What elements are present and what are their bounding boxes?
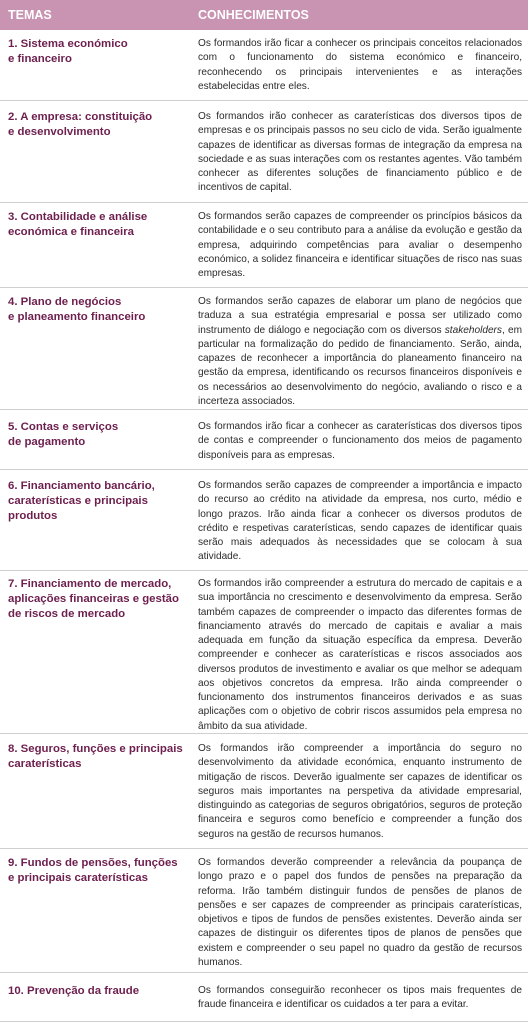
knowledge-cell: Os formandos conseguirão reconhecer os tipos mais frequentes de fraude financeira e identificar os cuidados a ter para a evitar. [198, 985, 522, 1011]
table-row [0, 856, 528, 973]
knowledge-cell: Os formandos serão capazes de compreender os princípios básicos da contabilidade e o seu contributo para a análise da evolução e gestão da empresa, adquirindo competências para avaliar o desempenho económico, a solidez financeira e identificar situações de risco nas suas empresas. [198, 211, 522, 279]
knowledge-cell: Os formandos irão conhecer as caraterísticas dos diversos tipos de empresas e os principais passos no seu ciclo de vida. Serão igualmente capazes de identificar as diversas formas de integração da empresa na sociedade e as suas interações com os restantes agentes. Vão também conhecer as diferentes soluções de financiamento público e de incentivos de capital. [198, 111, 522, 194]
table-row [0, 742, 528, 849]
theme-cell: 1. Sistema económico e financeiro [8, 38, 128, 65]
theme-cell: 3. Contabilidade e análise económica e financeira [8, 211, 148, 238]
table-row [0, 479, 528, 571]
table-row [0, 577, 528, 734]
table-row [0, 37, 528, 101]
theme-cell: 5. Contas e serviços de pagamento [8, 421, 119, 448]
header-conhecimentos: CONHECIMENTOS [198, 8, 309, 22]
table-row [0, 295, 528, 410]
knowledge-cell: Os formandos irão ficar a conhecer os principais conceitos relacionados com o funcionamento do sistema económico e financeiro, reconhecendo os principais intervenientes e as interações estabelecidas entre eles. [198, 38, 522, 92]
table-row [0, 210, 528, 288]
knowledge-cell: Os formandos deverão compreender a relevância da poupança de longo prazo e o papel dos fundos de pensões na preparação da reforma. Irão também distinguir fundos de pensões de planos de pensões e ser capazes de compreender as principais caraterísticas, objetivos e tipos de fundos de pensões existentes. Deverão ainda ser capazes de distinguir os diferentes tipos de planos de pensões que existem e compreender o seu papel no quadro da gestão de recursos humanos. [198, 857, 522, 968]
knowledge-cell: Os formandos irão ficar a conhecer as caraterísticas dos diversos tipos de contas e compreender o funcionamento dos meios de pagamento disponíveis para as empresas. [198, 421, 522, 461]
knowledge-cell: Os formandos irão compreender a estrutura do mercado de capitais e a sua importância no crescimento e desenvolvimento da empresa. Serão também capazes de compreender o impacto das diferentes formas de financiamento através do mercado de capitais e avaliar a mais adequada em função da situação específica da empresa. Deverão compreender e conhecer as caraterísticas e riscos associados aos diversos produtos de investimento e avaliar os que melhor se adequam aos objetivos concretos da empresa. Irão ainda compreender o funcionamento dos instrumentos financeiros derivados e as suas aplicações com o objetivo de cobrir riscos assumidos pela empresa no âmbito da sua atividade. [198, 578, 522, 732]
theme-cell: 8. Seguros, funções e principais caraterísticas [8, 743, 183, 770]
header-temas: TEMAS [8, 8, 52, 22]
knowledge-cell [198, 295, 528, 409]
table-header [0, 0, 528, 30]
table-row [0, 984, 528, 1022]
knowledge-emphasis: stakeholders [444, 324, 502, 336]
table-row [0, 420, 528, 470]
knowledge-cell: Os formandos irão compreender a importância do seguro no desenvolvimento da atividade económica, enquanto instrumento de mitigação de riscos. Deverão igualmente ser capazes de identificar os seguros mais importantes na perspetiva da atividade empresarial, distinguindo as categorias de seguros obrigatórios, seguros de proteção financeira e seguros como benefício e compreender a função dos seguros na gestão de recursos humanos. [198, 743, 522, 840]
theme-cell: 9. Fundos de pensões, funções e principais caraterísticas [8, 857, 178, 884]
theme-cell: 4. Plano de negócios e planeamento financeiro [8, 296, 146, 323]
theme-cell: 6. Financiamento bancário, caraterísticas e principais produtos [8, 480, 155, 522]
theme-cell: 7. Financiamento de mercado, aplicações financeiras e gestão de riscos de mercado [8, 578, 179, 620]
knowledge-text-a: Os formandos serão capazes de elaborar um plano de negócios que traduza a sua estratégia empresarial e possa ser utilizado como instrumento de diálogo e negociação com os diversos [198, 296, 522, 336]
theme-cell: 10. Prevenção da fraude [8, 985, 140, 997]
knowledge-cell: Os formandos serão capazes de compreender a importância e impacto do recurso ao crédito na atividade da empresa, nos curto, médio e longo prazos. Irão ainda ficar a conhecer os diversos produtos de crédito e respetivas caraterísticas, sendo capazes de identificar quais serão mais adequados às necessidades que se colocam à sua atividade. [198, 480, 522, 563]
table-row [0, 110, 528, 203]
theme-cell: 2. A empresa: constituição e desenvolvimento [8, 111, 153, 138]
knowledge-text-b: , em particular na formalização do pedido de financiamento. Serão, ainda, capazes de reconhecer a importância do planeamento financeiro na gestão da empresa, identificando os recursos financeiros disponíveis e os necessários ao desenvolvimento do negócio, avaliando o risco e a incerteza associados. [198, 324, 523, 407]
